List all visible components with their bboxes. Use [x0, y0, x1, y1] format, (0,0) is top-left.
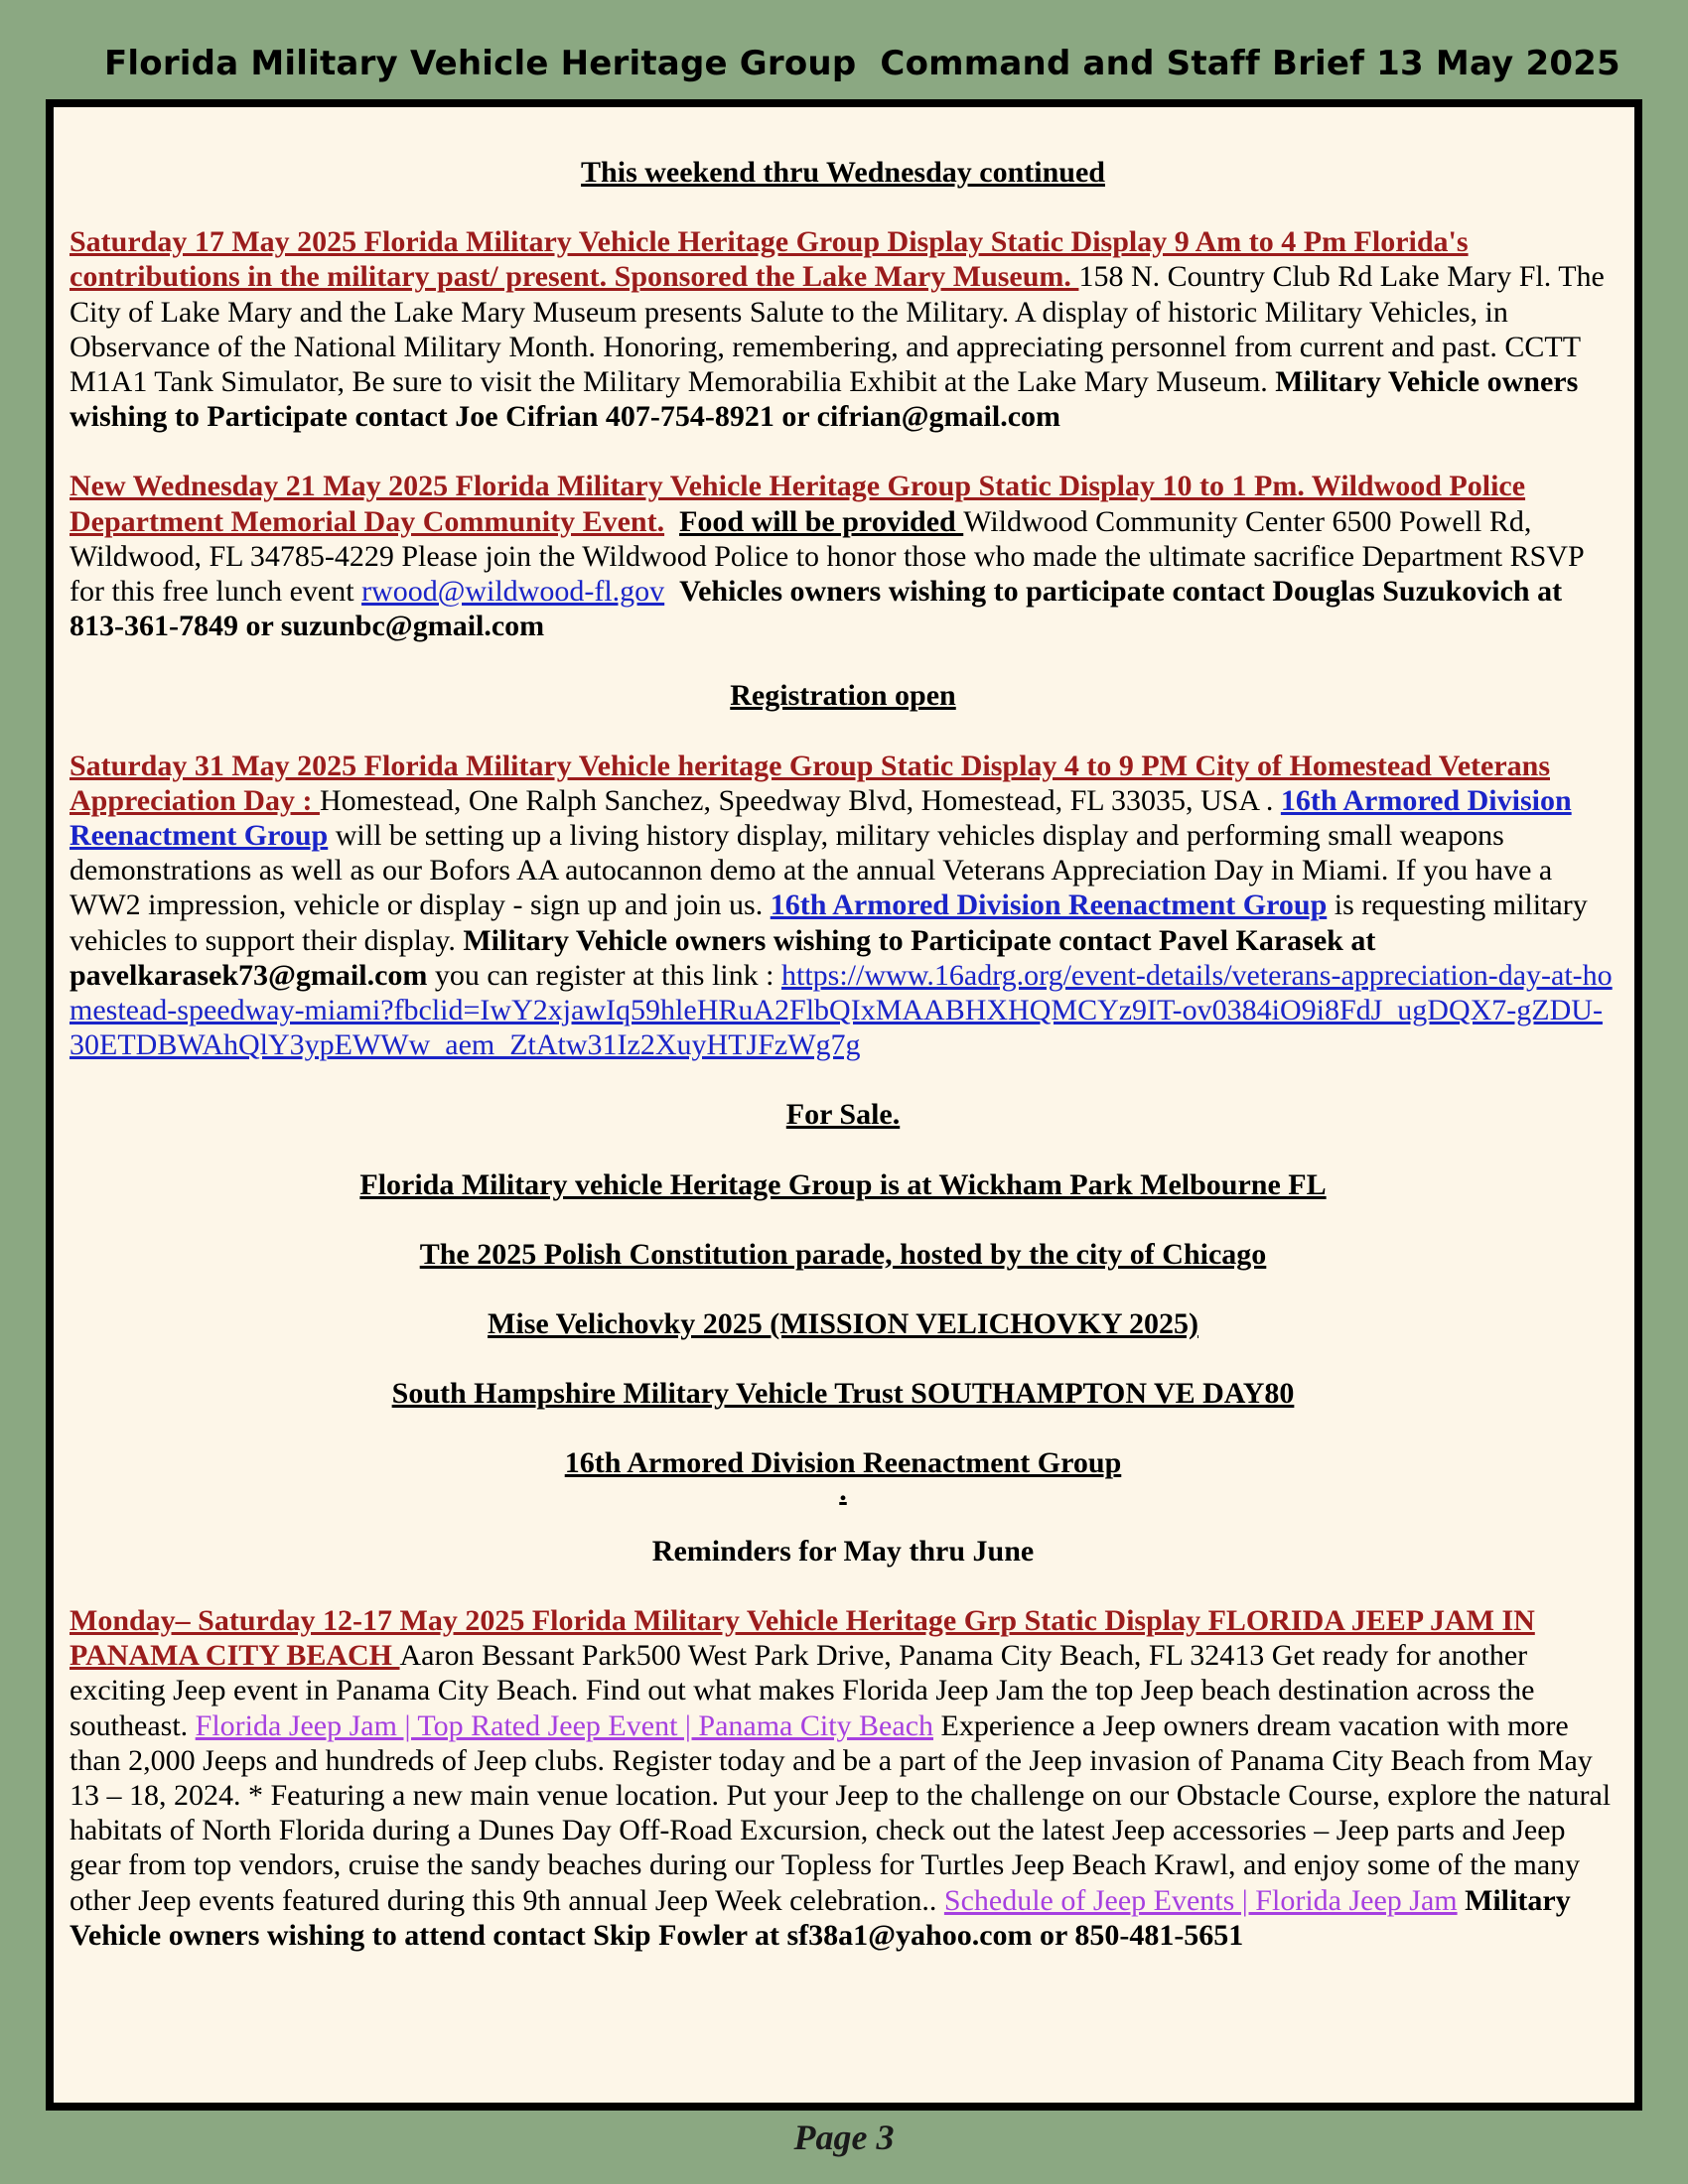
event-jeep-jam-body1: Aaron Bessant Park500 West Park Drive, Panama City Beach, FL 32413 Get ready for another exciting Jeep event in Panama City Beach. Find out what makes Florida Jeep Jam the top Jeep beach destination across the southeast. [70, 1639, 1535, 1742]
event-homestead-body4: you can register at this link : [427, 958, 781, 992]
event-homestead-contact: Military Vehicle owners wishing to Participate contact Pavel Karasek at pavelkarasek73@gmail.com [70, 923, 1376, 992]
event-lake-mary-title: Saturday 17 May 2025 Florida Military Vehicle Heritage Group Display Static Display 9 Am to 4 Pm Florida's contributions in the military past/ present. Sponsored the Lake Mary Museum. [70, 225, 1469, 294]
event-wildwood-body: Wildwood Community Center 6500 Powell Rd, Wildwood, FL 34785-4229 Please join the Wildwood Police to honor those who made the ultimate sacrifice Department RSVP for this free lunch event [70, 504, 1584, 609]
event-jeep-jam-contact: Military Vehicle owners wishing to attend contact Skip Fowler at sf38a1@yahoo.com or 850-481-5651 [70, 1883, 1571, 1952]
reminders-heading: Reminders for May thru June [651, 1534, 1035, 1568]
armored-division-link-2[interactable]: 16th Armored Division Reenactment Group [770, 888, 1328, 922]
jeep-jam-link[interactable]: Florida Jeep Jam | Top Rated Jeep Event | Panama City Beach [195, 1708, 934, 1742]
event-jeep-jam-body2: Experience a Jeep owners dream vacation with more than 2,000 Jeeps and hundreds of Jeep clubs. Register today and be a part of the Jeep invasion of Panama City Beach from May 13 – 18, 2024. * Featuring a new main venue location. Put your Jeep to the challenge on our Obstacle Course, explore the natural habitats of North Florida during a Dunes Day Off-Road Excursion, check out the latest Jeep accessories – Jeep parts and Jeep gear from top vendors, cruise the sandy beaches during our Topless for Turtles Jeep Beach Krawl, and enjoy some of the many other Jeep events featured during this 9th annual Jeep Week celebration.. [70, 1708, 1612, 1917]
rsvp-email-link[interactable]: rwood@wildwood-fl.gov [361, 575, 665, 609]
event-homestead-body3: is requesting military vehicles to support their display. [70, 888, 1588, 957]
event-lake-mary-contact: Military Vehicle owners wishing to Participate contact Joe Cifrian 407-754-8921 or cifrian@gmail.com [70, 365, 1579, 434]
event-jeep-jam-title: Monday– Saturday 12-17 May 2025 Florida Military Vehicle Heritage Grp Static Display FLORIDA JEEP JAM IN PANAMA CITY BEACH [70, 1603, 1535, 1673]
event-homestead-body1: Homestead, One Ralph Sanchez, Speedway Blvd, Homestead, FL 33035, USA . [319, 783, 1281, 817]
event-lake-mary-body: 158 N. Country Club Rd Lake Mary Fl. The City of Lake Mary and the Lake Mary Museum presents Salute to the Military. A display of historic Military Vehicles, in Observance of the National Military Month. Honoring, remembering, and appreciating personnel from current and past. CCTT M1A1 Tank Simulator, Be sure to visit the Military Memorabilia Exhibit at the Lake Mary Museum. [70, 260, 1605, 399]
for-sale-item: South Hampshire Military Vehicle Trust SOUTHAMPTON VE DAY80 [391, 1377, 1295, 1411]
armored-division-link[interactable]: 16th Armored Division Reenactment Group [70, 783, 1572, 853]
page-number: Page 3 [793, 2117, 895, 2157]
content-frame [46, 99, 1642, 2111]
for-sale-heading: For Sale. [785, 1098, 901, 1132]
event-jeep-jam [70, 1603, 1617, 1953]
for-sale-item: Florida Military vehicle Heritage Group is at Wickham Park Melbourne FL [359, 1167, 1327, 1201]
event-wildwood [70, 469, 1617, 643]
weekend-heading: This weekend thru Wednesday continued [581, 156, 1105, 189]
event-wildwood-contact: Vehicles owners wishing to participate contact Douglas Suzukovich at 813-361-7849 or suzunbc@gmail.com [70, 575, 1563, 643]
event-lake-mary [70, 224, 1617, 434]
registration-link[interactable]: https://www.16adrg.org/event-details/veterans-appreciation-day-at-homestead-speedway-miami?fbclid=IwY2xjawIq59hleHRuA2FlbQIxMAABHXHQMCYz9IT-ov0384iO9i8FdJ_ugDQX7-gZDU-30ETDBWAhQlY3ypEWWw_aem_ZtAtw31Iz2XuyHTJFzWg7g [70, 958, 1613, 1062]
jeep-events-schedule-link[interactable]: Schedule of Jeep Events | Florida Jeep Jam [943, 1883, 1458, 1917]
event-homestead [70, 749, 1617, 1063]
for-sale-item: Mise Velichovky 2025 (MISSION VELICHOVKY 2025) [488, 1307, 1198, 1341]
event-homestead-title: Saturday 31 May 2025 Florida Military Vehicle heritage Group Static Display 4 to 9 PM City of Homestead Veterans Appreciation Day : [70, 749, 1550, 817]
for-sale-item: The 2025 Polish Constitution parade, hosted by the city of Chicago [419, 1237, 1267, 1271]
for-sale-item: 16th Armored Division Reenactment Group [564, 1446, 1122, 1480]
page-header-title: Florida Military Vehicle Heritage Group Command and Staff Brief 13 May 2025 [104, 44, 1620, 83]
content-panel [54, 107, 1634, 2103]
event-wildwood-title: New Wednesday 21 May 2025 Florida Military Vehicle Heritage Group Static Display 10 to 1 Pm. Wildwood Police Department Memorial Day Community Event. [70, 470, 1526, 538]
separator-dot: . [839, 1473, 847, 1507]
registration-heading: Registration open [730, 679, 956, 713]
event-wildwood-food: Food will be provided [679, 504, 964, 538]
event-homestead-body2: will be setting up a living history display, military vehicles display and performing small weapons demonstrations as well as our Bofors AA autocannon demo at the annual Veterans Appreciation Day in Miami. If you have a WW2 impression, vehicle or display - sign up and join us. [70, 819, 1553, 922]
